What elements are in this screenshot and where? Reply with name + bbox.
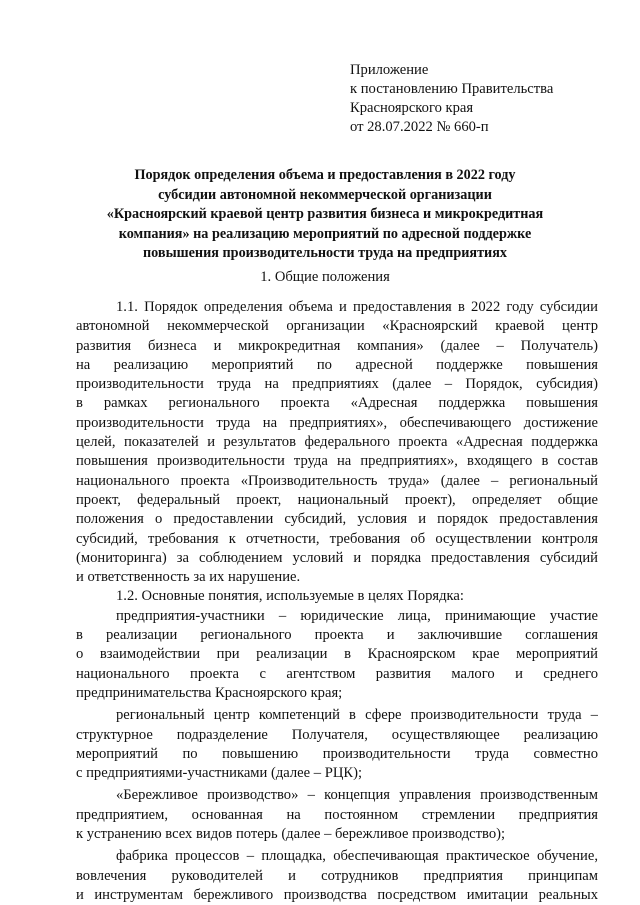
- text-line: к устранению всех видов потерь (далее – бережливое производство);: [76, 826, 506, 843]
- definition-participants: [76, 607, 598, 703]
- text-line: в рамках регионального проекта «Адресная поддержка повышения: [76, 395, 598, 412]
- text-line: повышения производительности труда на предприятиях», входящего в состав: [76, 453, 598, 470]
- text-line: мероприятий по повышению производительности труда совместно: [76, 745, 598, 762]
- text-line: субсидий, требования к отчетности, требования об осуществлении контроля: [76, 530, 598, 547]
- text-line: о взаимодействии при реализации в Красноярском крае мероприятий: [76, 646, 598, 663]
- appendix-line: Приложение: [350, 62, 429, 78]
- text-line: предприятием, основанная на постоянном стремлении предприятия: [76, 806, 598, 823]
- text-line: (мониторинга) за соблюдением условий и порядка предоставления субсидий: [76, 549, 598, 566]
- text-line: в реализации регионального проекта и заключившие соглашения: [76, 627, 598, 644]
- text-line: предпринимательства Красноярского края;: [76, 684, 343, 701]
- definition-process-factory: [76, 847, 598, 905]
- paragraph-1-1: [76, 298, 598, 587]
- text-line: 1.1. Порядок определения объема и предоставления в 2022 году субсидии: [116, 299, 598, 315]
- text-line: целей, показателей и результатов федерального проекта «Адресная поддержка: [76, 434, 598, 451]
- text-line: национального проекта с агентством развития малого и среднего: [76, 665, 598, 682]
- title-line: субсидии автономной некоммерческой организации: [158, 186, 492, 203]
- appendix-line: от 28.07.2022 № 660-п: [350, 119, 489, 135]
- title-line: «Красноярский краевой центр развития бизнеса и микрокредитная: [106, 206, 544, 222]
- section-heading: 1. Общие положения: [260, 269, 390, 285]
- appendix-line: Красноярского края: [350, 100, 474, 116]
- text-line: положения о предоставлении субсидий, условия и порядок предоставления: [76, 511, 598, 528]
- text-line: развития бизнеса и микрокредитная компания» (далее – Получатель): [76, 337, 598, 354]
- definition-lean-production: [76, 786, 598, 844]
- text-line: предприятия-участники – юридические лица, принимающие участие: [116, 607, 598, 624]
- text-line: на реализацию мероприятий по адресной поддержке повышения: [76, 356, 598, 373]
- text-line: региональный центр компетенций в сфере производительности труда –: [116, 707, 598, 724]
- paragraph-1-2: [76, 587, 598, 606]
- text-line: автономной некоммерческой организации «Красноярский краевой центр: [76, 318, 598, 335]
- text-line: структурное подразделение Получателя, осуществляющее реализацию: [76, 726, 598, 743]
- text-line: фабрика процессов – площадка, обеспечивающая практическое обучение,: [116, 848, 598, 865]
- text-line: с предприятиями-участниками (далее – РЦК);: [76, 765, 363, 782]
- text-line: проект, федеральный проект, национальный проект), определяет общие: [76, 491, 598, 508]
- title-line: компания» на реализацию мероприятий по адресной поддержке: [118, 225, 532, 242]
- appendix-block: [350, 61, 553, 137]
- title-line: Порядок определения объема и предоставления в 2022 году: [134, 167, 516, 183]
- text-line: «Бережливое производство» – концепция управления производственным: [116, 787, 598, 804]
- document-body: [76, 298, 598, 905]
- text-line: и ответственность за их нарушение.: [76, 569, 301, 586]
- text-line: производительности труда на предприятиях», обеспечивающего достижение: [76, 414, 598, 431]
- title-line: повышения производительности труда на предприятиях: [143, 245, 507, 261]
- text-line: производительности труда на предприятиях (далее – Порядок, субсидия): [76, 376, 598, 393]
- text-line: вовлечения руководителей и сотрудников предприятия принципам: [76, 867, 598, 884]
- text-line: национального проекта «Производительность труда» (далее – региональный: [76, 472, 598, 489]
- text-line: и инструментам бережливого производства посредством имитации реальных: [76, 886, 598, 903]
- definition-rck: [76, 706, 598, 783]
- appendix-line: к постановлению Правительства: [350, 81, 554, 97]
- document-title: [60, 166, 590, 264]
- text-line: 1.2. Основные понятия, используемые в целях Порядка:: [116, 588, 464, 605]
